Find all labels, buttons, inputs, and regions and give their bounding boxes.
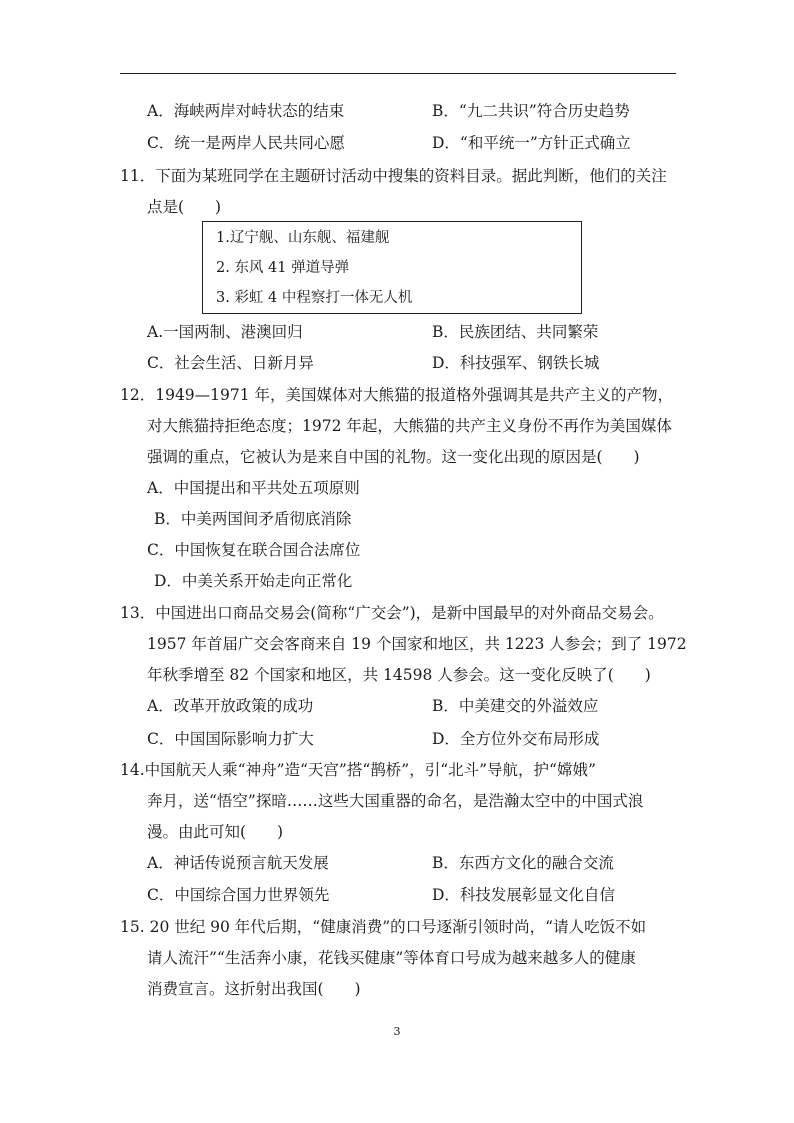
q14-stem-line-3: 漫。由此可知( )	[147, 823, 284, 841]
q11-option-a: A.一国两制、港澳回归	[147, 323, 303, 341]
q12-option-c: C．中国恢复在联合国合法席位	[147, 541, 361, 559]
q13-stem-line-3: 年秋季增至 82 个国家和地区，共 14598 人参会。这一变化反映了( )	[147, 666, 651, 684]
q14-option-b: B．东西方文化的融合交流	[432, 854, 614, 872]
q13-option-d: D．全方位外交布局形成	[432, 730, 600, 748]
q14-option-d: D．科技发展彰显文化自信	[432, 886, 615, 904]
q14-option-c: C．中国综合国力世界领先	[147, 886, 330, 904]
q11-option-d: D．科技强军、钢铁长城	[432, 354, 600, 372]
q11-option-b: B．民族团结、共同繁荣	[432, 323, 599, 341]
q11-box-line-2: 2. 东风 41 弹道导弹	[216, 260, 350, 276]
q12-option-a: A．中国提出和平共处五项原则	[147, 479, 360, 497]
q11-stem-line-2: 点是( )	[147, 198, 222, 216]
q12-stem-line-2: 对大熊猫持拒绝态度；1972 年起，大熊猫的共产主义身份不再作为美国媒体	[147, 417, 672, 435]
q14-stem-line-1: 14.中国航天人乘“神舟”造“天宫”搭“鹊桥”，引“北斗”导航，护“嫦娥”	[120, 761, 596, 779]
q13-stem-line-1: 13．中国进出口商品交易会(简称“广交会”)，是新中国最早的对外商品交易会。	[120, 604, 664, 622]
q11-stem-line-1: 11．下面为某班同学在主题研讨活动中搜集的资料目录。据此判断，他们的关注	[120, 167, 667, 185]
q15-stem-line-2: 请人流汗”“生活奔小康，花钱买健康”等体育口号成为越来越多人的健康	[147, 949, 636, 967]
q14-stem-line-2: 奔月，送“悟空”探暗……这些大国重器的命名，是浩瀚太空中的中国式浪	[147, 792, 644, 810]
page-number: 3	[393, 1025, 401, 1038]
q11-box-line-1: 1.辽宁舰、山东舰、福建舰	[216, 230, 390, 246]
q13-option-c: C．中国国际影响力扩大	[147, 730, 314, 748]
q10-option-d: D．“和平统一”方针正式确立	[432, 134, 631, 152]
q15-stem-line-3: 消费宣言。这折射出我国( )	[147, 980, 361, 998]
q10-option-c: C．统一是两岸人民共同心愿	[147, 134, 345, 152]
q11-option-c: C．社会生活、日新月异	[147, 354, 314, 372]
q14-option-a: A．神话传说预言航天发展	[147, 854, 329, 872]
q15-stem-line-1: 15. 20 世纪 90 年代后期，“健康消费”的口号逐渐引领时尚，“请人吃饭不如	[120, 918, 647, 936]
q13-option-a: A．改革开放政策的成功	[147, 697, 314, 715]
q11-material-box	[202, 221, 582, 314]
q13-option-b: B．中美建交的外溢效应	[432, 697, 599, 715]
q12-option-b: B．中美两国间矛盾彻底消除	[154, 510, 352, 528]
header-rule	[120, 73, 676, 74]
q12-option-d: D．中美关系开始走向正常化	[154, 572, 353, 590]
q10-option-a: A．海峡两岸对峙状态的结束	[147, 102, 345, 120]
q10-option-b: B．“九二共识”符合历史趋势	[432, 102, 630, 120]
q11-box-line-3: 3. 彩虹 4 中程察打一体无人机	[216, 290, 413, 306]
q12-stem-line-1: 12．1949—1971 年，美国媒体对大熊猫的报道格外强调其是共产主义的产物，	[120, 386, 674, 404]
q12-stem-line-3: 强调的重点，它被认为是来自中国的礼物。这一变化出现的原因是( )	[147, 448, 640, 466]
q13-stem-line-2: 1957 年首届广交会客商来自 19 个国家和地区，共 1223 人参会；到了 1972	[147, 635, 687, 653]
